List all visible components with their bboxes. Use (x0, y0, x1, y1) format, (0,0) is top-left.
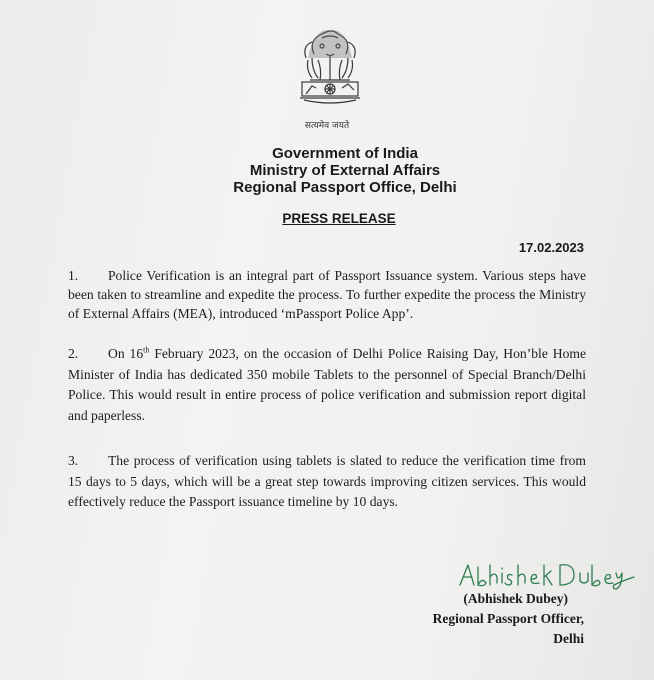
release-date: 17.02.2023 (518, 240, 584, 255)
paragraph-number: 3. (68, 453, 79, 468)
paragraph-text-rest: February 2023, on the occasion of Delhi Police Raising Day, Hon’ble Home Minister of India has dedicated 350 mobile Tablets to the personnel of Special Branch/Delhi Police. This would result in entire process of police verification and submission report digital and paperless. (68, 346, 587, 423)
paragraph-text: Police Verification is an integral part of Passport Issuance system. Various steps have been taken to streamline and expedite the process. To further expedite the process the Ministry of External Affairs (MEA), introduced ‘mPassport Police App’. (68, 268, 586, 321)
press-release-heading: PRESS RELEASE (282, 211, 396, 226)
paragraph-1 (68, 266, 586, 323)
signatory-name: (Abhishek Dubey) (463, 591, 568, 606)
paragraph-text-start: On 16 (108, 346, 144, 361)
paragraph-number: 2. (68, 346, 79, 361)
signatory-designation: Regional Passport Officer, (432, 611, 584, 626)
header-line-government: Government of India (272, 145, 418, 162)
ordinal-superscript: th (143, 345, 150, 355)
paragraph-text: The process of verification using tablets is slated to reduce the verification time from 15 days to 5 days, which will be a great step towards improving citizen services. This would effectively reduce the Passport issuance timeline by 10 days. (68, 453, 586, 509)
paragraph-number: 1. (68, 268, 79, 283)
ashoka-emblem-icon (292, 24, 368, 120)
header-line-ministry: Ministry of External Affairs (249, 162, 441, 179)
document-title (0, 211, 654, 226)
emblem-motto: सत्यमेव जयते (304, 121, 350, 131)
signatory-location: Delhi (553, 631, 584, 646)
paragraph-2 (68, 344, 586, 426)
signatory-block (433, 589, 584, 649)
office-header (0, 145, 654, 196)
paragraph-3 (68, 451, 586, 513)
header-line-office: Regional Passport Office, Delhi (233, 179, 457, 196)
